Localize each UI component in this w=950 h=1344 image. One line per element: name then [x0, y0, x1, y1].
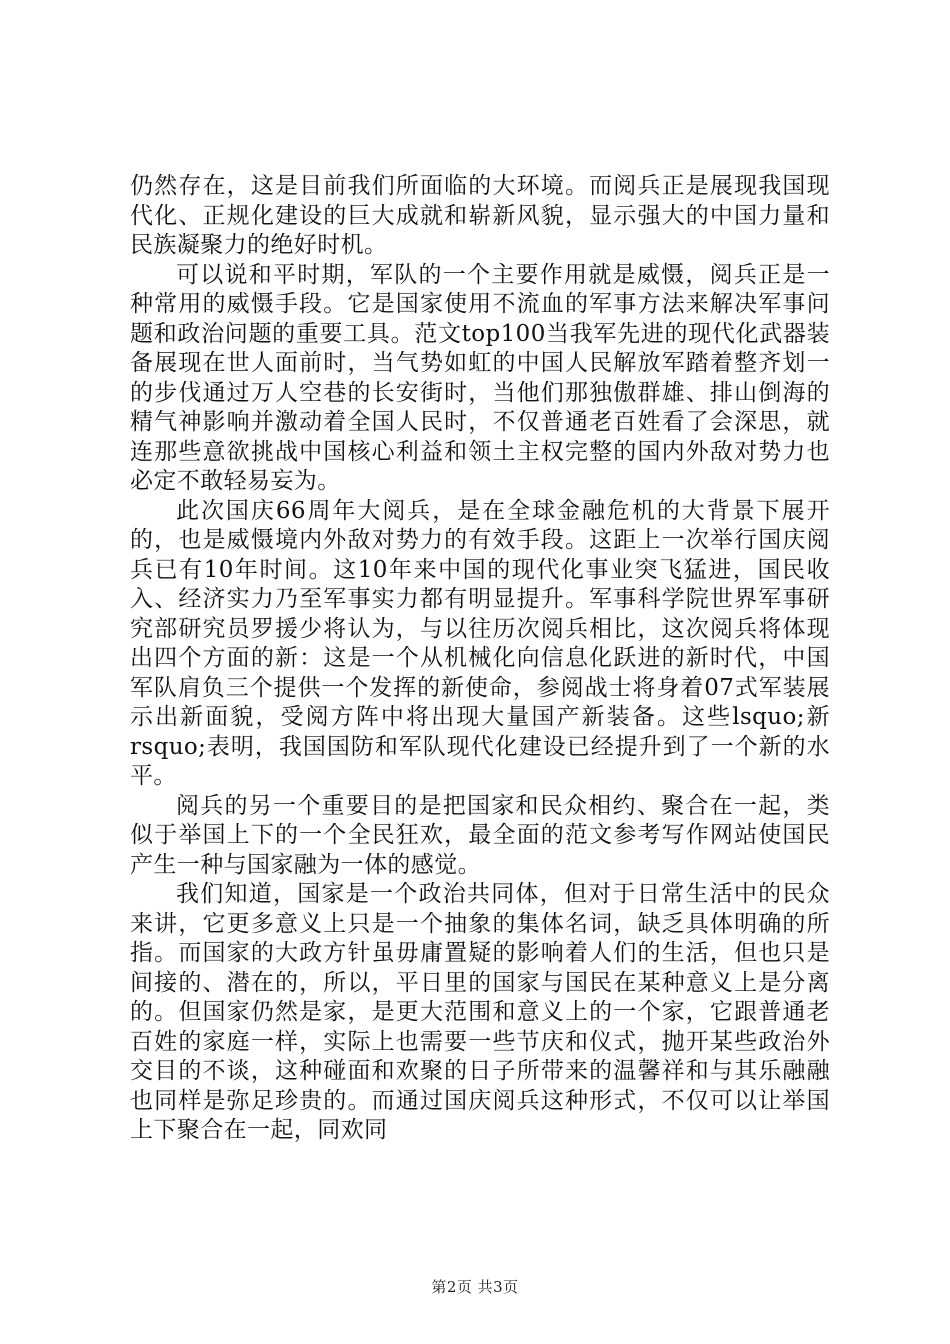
paragraph-4: 阅兵的另一个重要目的是把国家和民众相约、聚合在一起，类似于举国上下的一个全民狂欢，最全面的范文参考写作网站使国民产生一种与国家融为一体的感觉。 — [130, 792, 830, 878]
paragraph-2: 可以说和平时期，军队的一个主要作用就是威慑，阅兵正是一种常用的威慑手段。它是国家使用不流血的军事方法来解决军事问题和政治问题的重要工具。范文top100当我军先进的现代化武器装备展现在世人面前时，当气势如虹的中国人民解放军踏着整齐划一的步伐通过万人空巷的长安街时，当他们那独傲群雄、排山倒海的精气神影响并激动着全国人民时，不仅普通老百姓看了会深思，就连那些意欲挑战中国核心利益和领土主权完整的国内外敌对势力也必定不敢轻易妄为。 — [130, 261, 830, 494]
paragraph-3: 此次国庆66周年大阅兵，是在全球金融危机的大背景下展开的，也是威慑境内外敌对势力的有效手段。这距上一次举行国庆阅兵已有10年时间。这10年来中国的现代化事业突飞猛进，国民收入、经济实力乃至军事实力都有明显提升。军事科学院世界军事研究部研究员罗援少将认为，与以往历次阅兵相比，这次阅兵将体现出四个方面的新：这是一个从机械化向信息化跃进的新时代，中国军队肩负三个提供一个发挥的新使命，参阅战士将身着07式军装展示出新面貌，受阅方阵中将出现大量国产新装备。这些lsquo;新rsquo;表明，我国国防和军队现代化建设已经提升到了一个新的水平。 — [130, 497, 830, 789]
paragraph-5: 我们知道，国家是一个政治共同体，但对于日常生活中的民众来讲，它更多意义上只是一个抽象的集体名词，缺乏具体明确的所指。而国家的大政方针虽毋庸置疑的影响着人们的生活，但也只是间接的、潜在的，所以，平日里的国家与国民在某种意义上是分离的。但国家仍然是家，是更大范围和意义上的一个家，它跟普通老百姓的家庭一样，实际上也需要一些节庆和仪式，抛开某些政治外交目的不谈，这种碰面和欢聚的日子所带来的温馨祥和与其乐融融也同样是弥足珍贵的。而通过国庆阅兵这种形式，不仅可以让举国上下聚合在一起，同欢同 — [130, 881, 830, 1143]
document-body — [130, 172, 830, 1146]
paragraph-1: 仍然存在，这是目前我们所面临的大环境。而阅兵正是展现我国现代化、正规化建设的巨大成就和崭新风貌，显示强大的中国力量和民族凝聚力的绝好时机。 — [130, 173, 830, 258]
page-number-footer: 第2页 共3页 — [431, 1278, 519, 1296]
